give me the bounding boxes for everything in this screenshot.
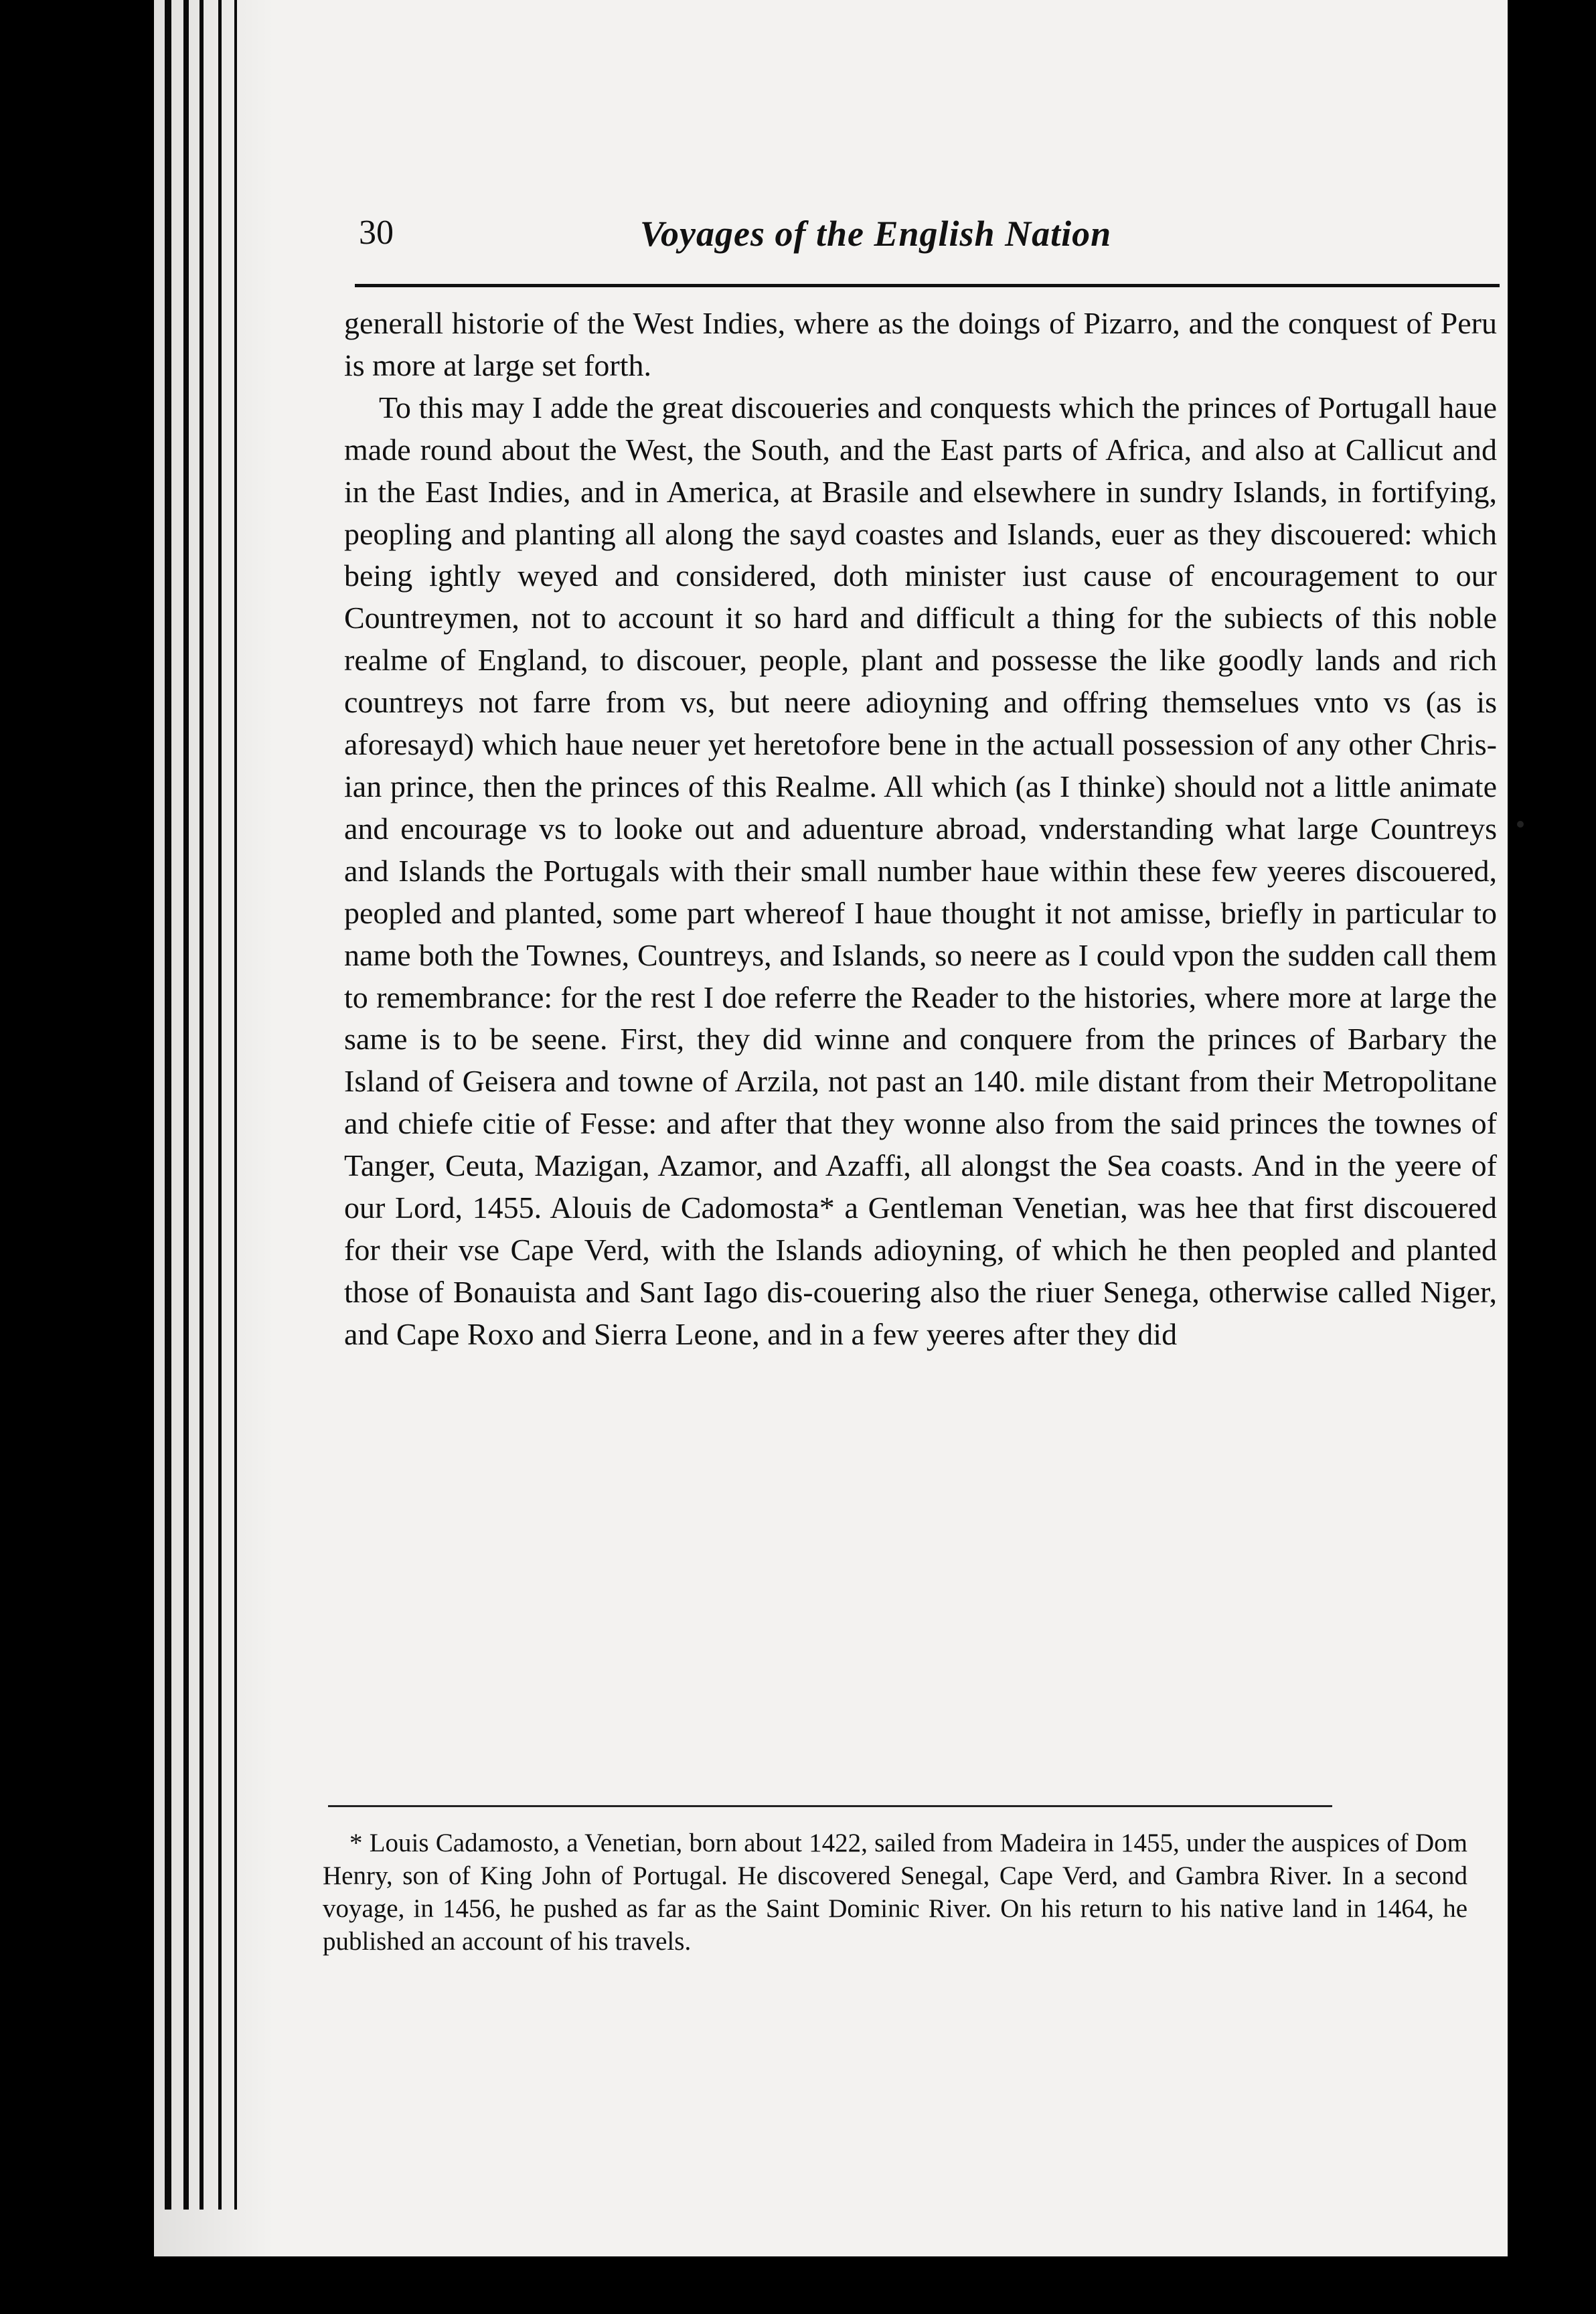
running-header [359, 213, 1497, 266]
page-number: 30 [359, 214, 394, 252]
paragraph: To this may I adde the great discoueries and conquests which the princes of Portugall haue made round about the West, the South, and the East parts of Africa, and also at Callicut and in the East Indies, and in America, at Brasile and elsewhere in sundry Islands, in fortifying, peopling and planting all along the sayd coastes and Islands, euer as they discouered: which being ightly weyed and considered, doth minister iust cause of encouragement to our Countreymen, not to account it so hard and difficult a thing for the subiects of this noble realme of England, to discouer, people, plant and possesse the like goodly lands and rich countreys not farre from vs, but neere adioyning and offring themselues vnto vs (as is aforesayd) which haue neuer yet heretofore bene in the actuall possession of any other Chris-ian prince, then the princes of this Realme. All which (as I thinke) should not a little animate and encourage vs to looke out and aduenture abroad, vnderstanding what large Countreys and Islands the Portugals with their small number haue within these few yeeres discouered, peopled and planted, some part whereof I haue thought it not amisse, briefly in particular to name both the Townes, Countreys, and Islands, so neere as I could vpon the sudden call them to remembrance: for the rest I doe referre the Reader to the histories, where more at large the same is to be seene. First, they did winne and conquere from the princes of Barbary the Island of Geisera and towne of Arzila, not past an 140. mile distant from their Metropolitane and chiefe citie of Fesse: and after that they wonne also from the said princes the townes of Tanger, Ceuta, Mazigan, Azamor, and Azaffi, all alongst the Sea coasts. And in the yeere of our Lord, 1455. Alouis de Cadomosta* a Gentleman Venetian, was hee that first discouered for their vse Cape Verd, with the Islands adioyning, of which he then peopled and planted those of Bonauista and Sant Iago dis-couering also the riuer Senega, otherwise called Niger, and Cape Roxo and Sierra Leone, and in a few yeeres after they did [344, 390, 1497, 1351]
footnote-text: * Louis Cadamosto, a Venetian, born about 1422, sailed from Madeira in 1455, under the auspices of Dom Henry, son of King John of Portugal. He discovered Senegal, Cape Verd, and Gambra River. In a second voyage, in 1456, he pushed as far as the Saint Dominic River. On his return to his native land in 1464, he published an account of his travels. [323, 1829, 1467, 1956]
main-text [344, 303, 1497, 1356]
book-page [154, 0, 1554, 2256]
running-title: Voyages of the English Nation [640, 214, 1112, 254]
margin-mark [1517, 821, 1524, 828]
header-rule [355, 284, 1500, 287]
footnote [323, 1827, 1467, 1958]
scan-border [1508, 0, 1554, 2256]
paragraph: generall historie of the West Indies, where as the doings of Pizarro, and the conquest of Peru is more at large set forth. [344, 306, 1497, 382]
footnote-rule [328, 1805, 1332, 1807]
binding-shadow [154, 0, 274, 2256]
